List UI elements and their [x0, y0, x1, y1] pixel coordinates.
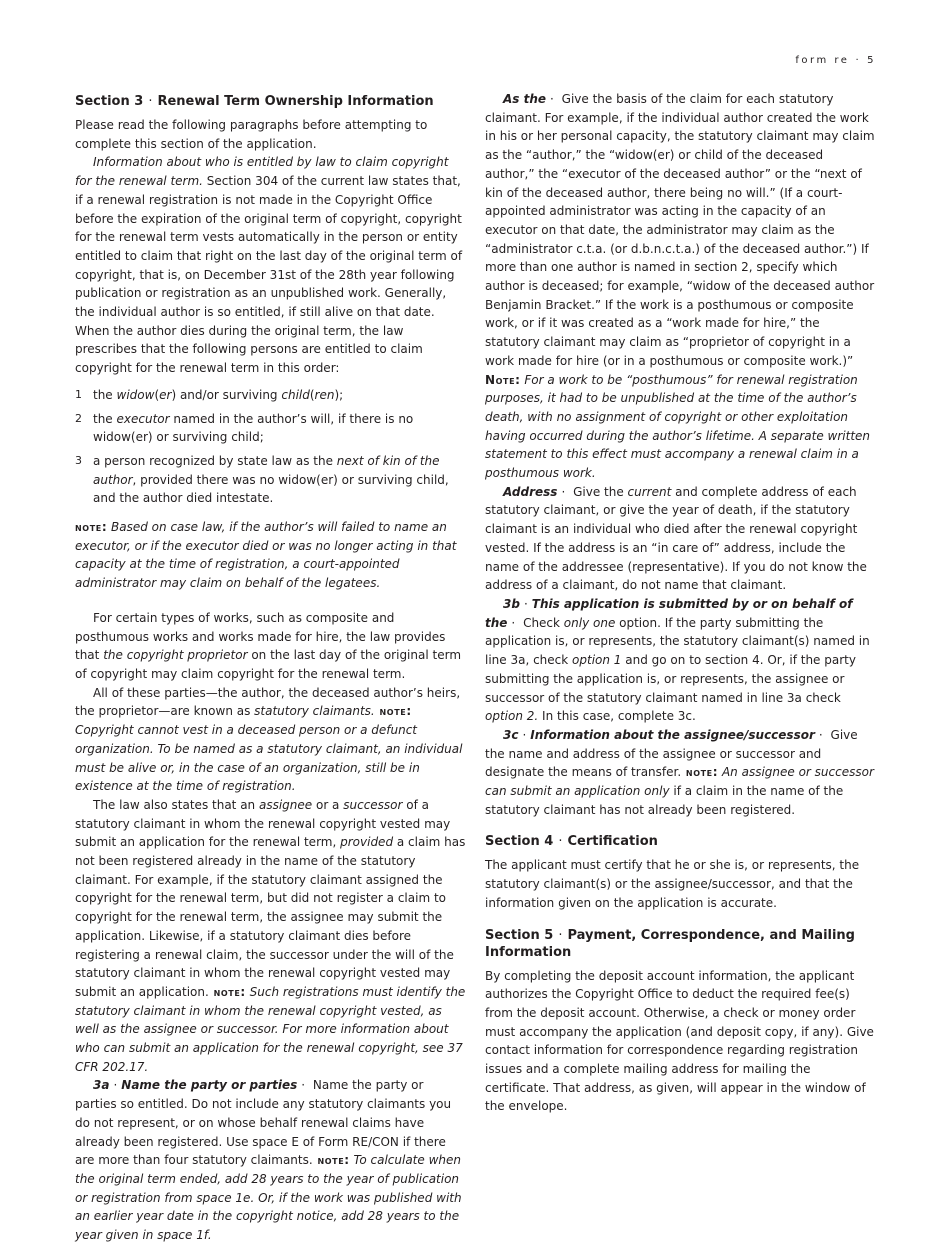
entitlement-lead: Information about who is entitled by law to claim copyright for the renewal term.: [75, 155, 449, 189]
case-law-note: [75, 518, 466, 593]
line-3b-label: 3b: [503, 596, 520, 611]
note-label: Note:: [485, 372, 521, 387]
dot-separator: ·: [511, 615, 516, 630]
list-number: 1: [75, 387, 82, 401]
list-text-italic: child: [281, 387, 310, 402]
dot-separator: ·: [550, 92, 554, 106]
section-5-number: Section 5: [485, 927, 554, 943]
list-number: 2: [75, 411, 82, 425]
certification-paragraph: The applicant must certify that he or she is, or represents, the statutory claimant(s) or the assignee/successor, and that the information given on the application is accurate.: [485, 858, 860, 910]
list-text: , provided there was no widow(er) or surviving child, and the author died intestate.: [93, 472, 449, 506]
line-3c-paragraph: [485, 726, 876, 820]
paragraph-text: Check: [519, 615, 564, 630]
dot-separator: ·: [818, 727, 823, 742]
note-text: Based on case law, if the author’s will failed to name an executor, or if the executor died or was no longer acting in that capacity at the time of registration, a court-appointed administrator may claim on behalf of the legatees.: [75, 520, 457, 591]
list-text: (: [154, 387, 160, 402]
paragraph-text: Give the name and address of the assignee or successor and designate the means of transfer.: [485, 727, 858, 780]
line-3a-label: 3a: [93, 1078, 110, 1093]
dot-separator: ·: [522, 727, 527, 742]
paragraph-text: Give the: [569, 484, 628, 499]
list-text: named in the author’s will, if there is no widow(er) or surviving child;: [93, 411, 414, 445]
paragraph-text: if a claim in the name of the statutory claimant has not already been registered.: [485, 784, 844, 817]
paragraph-text: on the last day of the original term of copyright may claim copyright for the renewal term.: [75, 648, 462, 681]
header-separator: ·: [855, 55, 862, 66]
note-text: An assignee or successor can submit an application only: [485, 765, 874, 799]
composite-works-paragraph: [75, 609, 466, 684]
paragraph-text-italic: assignee: [258, 797, 313, 812]
left-column: [75, 90, 466, 1245]
as-the-paragraph: [485, 90, 876, 483]
dot-separator: ·: [113, 1078, 118, 1093]
section-4-heading: [485, 833, 876, 850]
intro-paragraph: Please read the following paragraphs before attempting to complete this section of the application.: [75, 118, 428, 151]
note-label: note:: [374, 704, 412, 719]
paragraph-text: Give the basis of the claim for each statutory claimant. For example, if the individual author created the work in his or her personal capacity, the statutory claimant may claim as the “author,” the “widow(er) or child of the deceased author,” the “executor of the deceased author” or the “next of kin of the deceased author, there being no will.” (If a court-appointed administrator was acting in the capacity of an executor on that date, the administrator may claim as the “administrator c.t.a. (or d.b.n.c.t.a.) of the deceased author.”) If more than one author is named in section 2, specify which author is deceased; for example, “widow of the deceased author Benjamin Bracket.” If the work is a posthumous or composite work, or if it was created as a “work made for hire,” the statutory claimant may claim as “proprietor of copyright in a work made for hire (or in a posthumous or composite work.)”: [485, 92, 875, 368]
paragraph-text-italic: option 1: [572, 653, 622, 668]
note-label: note:: [681, 765, 719, 780]
page-header: [795, 55, 876, 66]
claimant-order-list: [75, 386, 466, 508]
line-3b-title: This application is submitted by or on behalf of the: [485, 596, 853, 630]
list-text: ) and/or surviving: [171, 387, 282, 402]
list-text-italic: next of kin of the author: [93, 453, 440, 487]
line-3c-title: Information about the assignee/successor: [530, 727, 815, 742]
section-3-number: Section 3: [75, 94, 144, 109]
assignee-paragraph: [75, 796, 466, 1077]
list-item: [75, 410, 466, 447]
paragraph-text-italic: statutory claimants.: [254, 704, 375, 719]
paragraph-text: of a statutory claimant in whom the renewal copyright vested may submit an application for the renewal term,: [75, 797, 451, 850]
section-3-title: Renewal Term Ownership Information: [157, 94, 434, 109]
note-label: note:: [75, 520, 108, 535]
form-name: form re: [795, 55, 850, 66]
heading-dot: ·: [558, 834, 563, 850]
paragraph-text-italic: provided: [340, 835, 394, 850]
statutory-claimants-paragraph: [75, 684, 466, 796]
entitlement-paragraph: [75, 153, 466, 377]
section-5-title: Payment, Correspondence, and Mailing Information: [485, 927, 855, 960]
note-text: Such registrations must identify the statutory claimant in whom the renewal copyright vested, as well as the assignee or successor. For more information about who can submit an application for the renewal copyright, see 37 CFR 202.17.: [75, 984, 466, 1074]
section-4-title: Certification: [567, 834, 658, 850]
note-text: Copyright cannot vest in a deceased person or a defunct organization. To be named as a statutory claimant, an individual must be alive or, in the case of an organization, still be in existence at the time of registration.: [75, 723, 463, 794]
paragraph-text-italic: option 2.: [485, 709, 539, 724]
paragraph-text-italic: successor: [343, 797, 403, 812]
right-column: [485, 90, 876, 1116]
note-label: note:: [312, 1153, 350, 1168]
list-text-italic: widow: [116, 387, 155, 402]
heading-dot: ·: [558, 927, 563, 943]
paragraph-text: a claim has not been registered already in the name of the statutory claimant. For example, if the statutory claimant assigned the copyright for the renewal term, but did not register a claim to copyright for the renewal term, the assignee may submit the application. Likewise, if a statutory claimant dies before registering a renewal claim, the successor under the will of the statutory claimant in whom the renewal copyright vested may submit an application.: [75, 835, 466, 999]
heading-dot: ·: [148, 94, 153, 109]
paragraph-text: option. If the party submitting the application is, or represents, the statutory claimant(s) named in line 3a, check: [485, 615, 870, 668]
line-3b-paragraph: [485, 595, 876, 726]
list-text: a person recognized by state law as the: [93, 453, 337, 468]
paragraph-text: For certain types of works, such as composite and posthumous works and works made for hire, the law provides that: [75, 610, 446, 663]
list-item: [75, 452, 466, 508]
paragraph-text: and go on to section 4. Or, if the party submitting the application is, or represents, the assignee or successor of the statutory claimant named in line 3a check: [485, 653, 856, 705]
list-text: );: [334, 387, 344, 402]
section-5-heading: [485, 927, 876, 961]
list-text: (: [309, 387, 315, 402]
line-3a-title: Name the party or parties: [121, 1078, 298, 1093]
list-text-italic: ren: [314, 387, 335, 402]
list-text-italic: er: [159, 387, 172, 402]
paragraph-text: All of these parties—the author, the deceased author’s heirs, the proprietor—are known as: [75, 685, 461, 719]
note-text: For a work to be “posthumous” for renewal registration purposes, it had to be unpublished at the time of the author’s death, with no assignment of copyright or other exploitation having occurred during the author’s lifetime. A separate written statement to this effect must accompany a renewal claim in a posthumous work.: [485, 372, 871, 481]
as-the-label: As the: [503, 92, 547, 106]
dot-separator: ·: [523, 596, 528, 611]
note-text: To calculate when the original term ended, add 28 years to the year of publication or registration from space 1e. Or, if the work was published with an earlier year date in the copyright notice, add 28 years to the year given in space 1f.: [75, 1153, 462, 1243]
list-item: [75, 386, 466, 405]
dot-separator: ·: [561, 484, 566, 499]
line-3a-paragraph: [75, 1076, 466, 1244]
dot-separator: ·: [301, 1078, 306, 1093]
line-3c-label: 3c: [503, 727, 519, 742]
paragraph-text-italic: the copyright proprietor: [103, 648, 248, 663]
paragraph-text: In this case, complete 3c.: [538, 709, 696, 724]
note-label: note:: [208, 984, 246, 999]
paragraph-text-italic: current: [627, 484, 672, 499]
list-text: the: [93, 411, 117, 426]
page-number: 5: [867, 55, 876, 66]
entitlement-text: Section 304 of the current law states that, if a renewal registration is not made in the Copyright Office before the expiration of the original term of copyright, copyright for the renewal term vests automatically in the person or entity entitled to claim that right on the last day of the original term of copyright, that is, on December 31st of the 28th year following publication or registration as an unpublished work. Generally, the individual author is so entitled, if still alive on that date. When the author dies during the original term, the law prescribes that the following persons are entitled to claim copyright for the renewal term in this order:: [75, 174, 463, 376]
section-3-heading: [75, 93, 466, 110]
address-paragraph: [485, 483, 876, 595]
paragraph-text-italic: only one: [563, 615, 616, 630]
section-4-number: Section 4: [485, 834, 554, 850]
list-number: 3: [75, 453, 82, 467]
paragraph-text: or a: [312, 797, 344, 812]
list-text: the: [93, 387, 117, 402]
paragraph-text: The law also states that an: [93, 797, 259, 812]
list-text-italic: executor: [116, 411, 170, 426]
paragraph-text: Name the party or parties so entitled. Do not include any statutory claimants you do not represent, or on whose behalf renewal claims have already been registered. Use space E of Form RE/CON if there are more than four statutory claimants.: [75, 1078, 452, 1168]
payment-paragraph: By completing the deposit account information, the applicant authorizes the Copyright Office to deduct the required fee(s) from the deposit account. Otherwise, a check or money order must accompany the application (and deposit copy, if any). Give contact information for correspondence regarding registration issues and a complete mailing address for mailing the certificate. That address, as given, will appear in the window of the envelope.: [485, 968, 874, 1114]
address-label: Address: [503, 484, 558, 499]
paragraph-text: and complete address of each statutory claimant, or give the year of death, if the statutory claimant is an individual who died after the renewal copyright vested. If the address is an “in care of” address, include the name of the addressee (representative). If you do not know the address of a claimant, do not name that claimant.: [485, 484, 867, 593]
